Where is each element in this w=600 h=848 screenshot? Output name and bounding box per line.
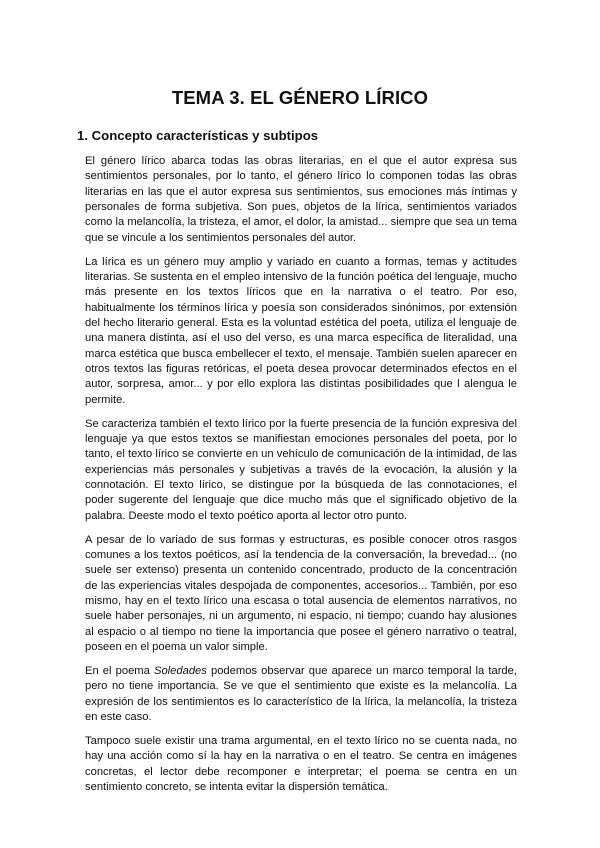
page-title: TEMA 3. EL GÉNERO LÍRICO: [171, 87, 429, 108]
paragraph-1: El género lírico abarca todas las obras literarias, en el que el autor expresa sus sentimientos personales, por lo tanto, el género lírico lo componen todas las obras literarias en las que el autor expresa sus sentimientos, sus emociones más íntimas y personales de forma subjetiva. Son pues, objetos de la lírica, sentimientos variados como la melancolía, la tristeza, el amor, el dolor, la amistad... siempre que sea un tema que se vincule a los sentimientos personales del autor.: [85, 155, 517, 244]
poem-title: Soledades: [153, 665, 207, 678]
body-text: [85, 154, 517, 804]
paragraph-5: [85, 664, 517, 725]
paragraph-5-after: podemos observar que aparece un marco temporal la tarde, pero no tiene importancia. Se ve que el sentimiento que existe es la melancolía. La expresión de los sentimientos es lo característico de la lírica, la melancolía, la tristeza en este caso.: [85, 665, 517, 724]
paragraph-2: La lírica es un género muy amplio y variado en cuanto a formas, temas y actitudes literarias. Se sustenta en el empleo intensivo de la función poética del lenguaje, mucho más presente en los textos líricos que en la narrativa o el teatro. Por eso, habitualmente los términos lírica y poesía son considerados sinónimos, por extensión del hecho literario general. Esta es la voluntad estética del poeta, utiliza el lenguaje de una manera distinta, así el uso del verso, es una marca específica de literalidad, una marca estética que busca embellecer el texto, el mensaje. También suelen aparecer en otros textos las figuras retóricas, el poeta desea provocar determinados efectos en el autor, sorpresa, amor... y por ello explora las distintas posibilidades que l alengua le permite.: [85, 255, 517, 406]
paragraph-5-before: En el poema: [85, 665, 154, 678]
paragraph-6: Tampoco suele existir una trama argumental, en el texto lírico no se cuenta nada, no hay una acción como sí la hay en la narrativa o en el teatro. Se centra en imágenes concretas, el lector debe recomponer e interpretar; el poema se centra en un sentimiento concreto, se intenta evitar la dispersión temática.: [85, 735, 517, 794]
paragraph-3: Se caracteriza también el texto lírico por la fuerte presencia de la función expresiva del lenguaje ya que estos textos se manifiestan emociones personales del poeta, por lo tanto, el texto lírico se convierte en un vehículo de comunicación de la intimidad, de las experiencias más personales y subjetivas a través de la evocación, la alusión y la connotación. El texto lírico, se distingue por la búsqueda de las connotaciones, el poder sugerente del lenguaje que dice mucho más que el significado objetivo de la palabra. Deeste modo el texto poético aporta al lector otro punto.: [85, 417, 517, 522]
paragraph-4: A pesar de lo variado de sus formas y estructuras, es posible conocer otros rasgos comunes a los textos poéticos, así la tendencia de la conversación, la brevedad... (no suele ser extenso) presenta un contenido concentrado, producto de la concentración de las experiencias vitales despojada de componentes, accesorios... También, por eso mismo, hay en el texto lírico una escasa o total ausencia de elementos narrativos, no suele haber personajes, ni un argumento, ni espacio, ni tiempo; cuando hay alusiones al espacio o al tiempo no tiene la importancia que posee el género narrativo o teatral, poseen en el poema un valor simple.: [85, 533, 517, 654]
section-heading: 1. Concepto características y subtipos: [77, 128, 319, 143]
